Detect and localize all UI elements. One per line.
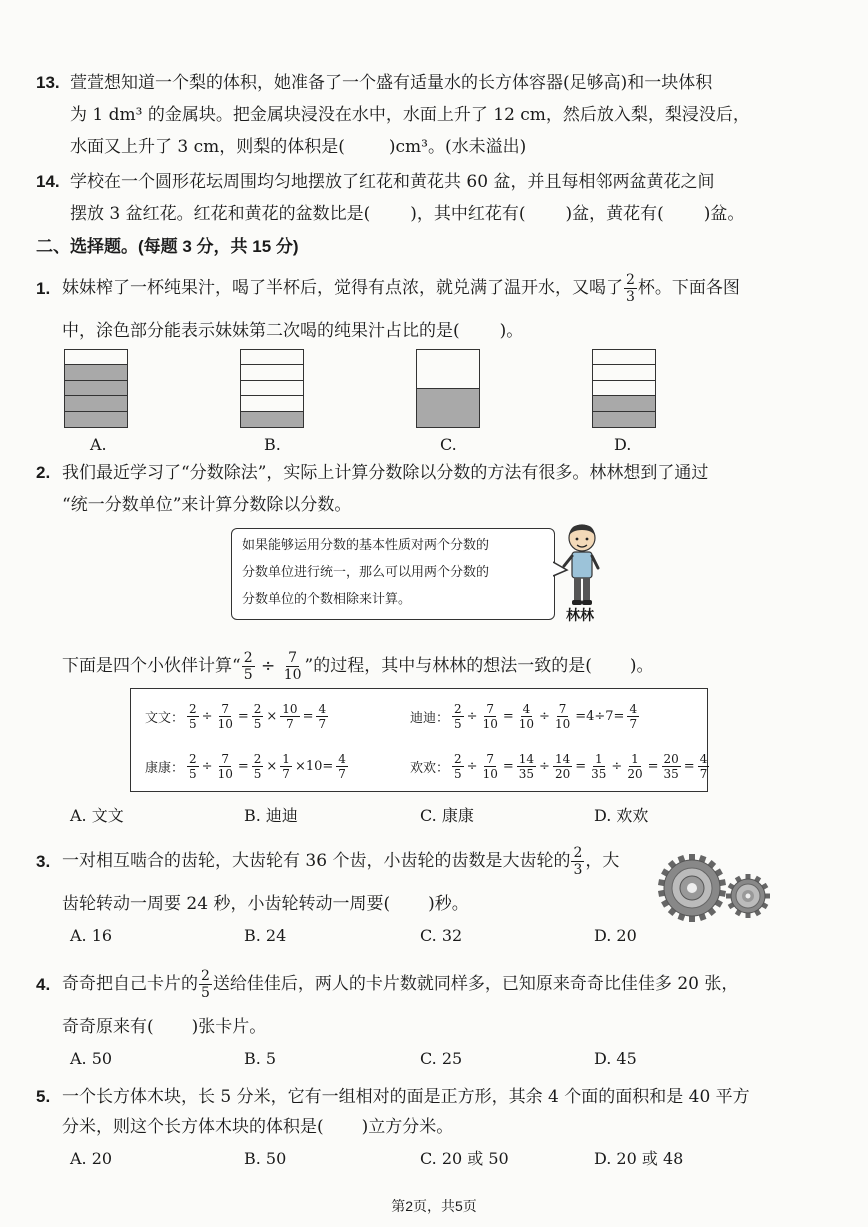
choice-3-option-a[interactable]: A. 16 — [70, 926, 113, 945]
bar-segment — [241, 396, 303, 411]
question-13-line-1: 萱萱想知道一个梨的体积，她准备了一个盛有适量水的长方体容器(足够高)和一块体积 — [70, 73, 713, 93]
choice-4-option-d[interactable]: D. 45 — [594, 1049, 637, 1068]
choice-1-text-d: )。 — [499, 321, 524, 341]
choice-2-number: 2. — [36, 463, 51, 482]
bar-segment — [241, 365, 303, 380]
bar-segment — [65, 350, 127, 365]
choice-2-text-c: )。 — [629, 656, 654, 676]
bar-segment-shaded — [593, 412, 655, 427]
speech-bubble — [231, 528, 555, 620]
huanhuan-label: 欢欢： — [410, 760, 450, 776]
bar-segment — [593, 350, 655, 365]
kangkang-label: 康康： — [145, 760, 185, 776]
question-14-text-b: )，其中红花有( — [410, 204, 526, 224]
choice-4-option-a[interactable]: A. 50 — [70, 1049, 113, 1068]
section-title: 二、选择题。(每题 3 分，共 15 分) — [36, 237, 299, 256]
choice-2-text-a: 下面是四个小伙伴计算“ — [62, 656, 241, 676]
fraction-two-thirds: $\frac{2}{3}$ — [573, 845, 583, 878]
choice-3-text-a: 一对相互啮合的齿轮，大齿轮有 36 个齿，小齿轮的齿数是大齿轮的 — [62, 851, 571, 871]
choice-1-line-2 — [62, 320, 523, 342]
choice-2-option-d[interactable]: D. 欢欢 — [594, 806, 649, 825]
choice-2-line-3 — [62, 644, 653, 688]
choice-3-option-d[interactable]: D. 20 — [594, 926, 637, 945]
bar-segment-shaded — [65, 365, 127, 380]
kangkang-calculation: 康康： $\frac{2}{5}$ ÷ $\frac{7}{10}$ = $\frac{2}{5}$ × $\frac{1}{7}$ ×10= $\frac{4}{7}$ — [145, 751, 346, 781]
option-b-label[interactable]: B. — [264, 435, 281, 454]
choice-4-text-b: 送给佳佳后，两人的卡片数就同样多，已知原来奇奇比佳佳多 20 张， — [212, 974, 739, 994]
choice-4-line-1 — [62, 963, 738, 1005]
bar-segment — [241, 350, 303, 365]
choice-5-text-b: )立方分米。 — [361, 1117, 454, 1137]
character-name: 林林 — [566, 607, 594, 623]
bar-half — [417, 350, 479, 389]
fraction-two-thirds: $\frac{2}{3}$ — [626, 272, 635, 305]
choice-2-option-b[interactable]: B. 迪迪 — [244, 806, 298, 825]
choice-3-option-b[interactable]: B. 24 — [244, 926, 287, 945]
choice-2-line-1: 我们最近学习了“分数除法”，实际上计算分数除以分数的方法有很多。林林想到了通过 — [62, 463, 709, 483]
question-14-text-c: )盆，黄花有( — [565, 204, 664, 224]
choice-3-text-c: 齿轮转动一周要 24 秒，小齿轮转动一周要( — [62, 894, 391, 914]
question-13-text-a: 水面又上升了 3 cm，则梨的体积是( — [70, 137, 345, 157]
speech-line-1: 如果能够运用分数的基本性质对两个分数的 — [242, 538, 490, 553]
question-13-text-b: )cm³。(水未溢出) — [388, 137, 527, 157]
divide-sign: ÷ — [255, 656, 281, 676]
option-c-label[interactable]: C. — [440, 435, 457, 454]
choice-1-text-c: 中，涂色部分能表示妹妹第二次喝的纯果汁占比的是( — [62, 321, 460, 341]
didi-calculation: 迪迪： $\frac{2}{5}$ ÷ $\frac{7}{10}$ = $\frac{4}{10}$ ÷ $\frac{7}{10}$ =4÷7= $\frac{4}{7}$ — [410, 701, 638, 731]
question-13-line-2: 为 1 dm³ 的金属块。把金属块浸没在水中，水面上升了 12 cm，然后放入梨，梨浸没后， — [70, 105, 750, 125]
choice-5-option-b[interactable]: B. 50 — [244, 1149, 287, 1168]
option-d-label[interactable]: D. — [614, 435, 632, 454]
question-14-number: 14. — [36, 172, 60, 191]
choice-1-line-1 — [62, 268, 740, 308]
choice-3-text-b: ，大 — [585, 851, 620, 871]
choice-4-number: 4. — [36, 975, 51, 994]
choice-5-text-a: 分米，则这个长方体木块的体积是( — [62, 1117, 324, 1137]
question-14-line-1: 学校在一个圆形花坛周围均匀地摆放了红花和黄花共 60 盆，并且每相邻两盆黄花之间 — [70, 172, 715, 192]
choice-3-line-1 — [62, 840, 619, 882]
choice-4-option-c[interactable]: C. 25 — [420, 1049, 463, 1068]
option-a-figure[interactable] — [64, 349, 128, 428]
choice-3-option-c[interactable]: C. 32 — [420, 926, 463, 945]
didi-label: 迪迪： — [410, 710, 450, 726]
bar-segment-shaded — [241, 412, 303, 427]
gears-icon — [656, 852, 776, 924]
choice-2-text-b: ”的过程，其中与林林的想法一致的是( — [304, 656, 592, 676]
bar-segment — [593, 365, 655, 380]
linlin-character-icon — [562, 522, 602, 610]
choice-1-text-b: 杯。下面各图 — [637, 278, 740, 298]
choice-4-line-2 — [62, 1016, 266, 1038]
question-13-line-3 — [70, 136, 526, 158]
option-a-label[interactable]: A. — [90, 435, 107, 454]
bar-segment-shaded — [65, 412, 127, 427]
choice-1-text-a: 妹妹榨了一杯纯果汁，喝了半杯后，觉得有点浓，就兑满了温开水，又喝了 — [62, 278, 623, 298]
wenwen-calculation: 文文： $\frac{2}{5}$ ÷ $\frac{7}{10}$ = $\frac{2}{5}$ × $\frac{10}{7}$ = $\frac{4}{7}$ — [145, 701, 327, 731]
choice-5-number: 5. — [36, 1087, 51, 1106]
option-c-figure[interactable] — [416, 349, 480, 428]
question-13-number: 13. — [36, 73, 60, 92]
choice-2-option-c[interactable]: C. 康康 — [420, 806, 474, 825]
bar-segment — [593, 381, 655, 396]
wenwen-label: 文文： — [145, 710, 185, 726]
choice-3-line-2 — [62, 893, 469, 915]
fraction-two-fifths: $\frac{2}{5}$ — [201, 968, 210, 1001]
choice-4-text-c: 奇奇原来有( — [62, 1017, 154, 1037]
option-b-figure[interactable] — [240, 349, 304, 428]
speech-line-2: 分数单位进行统一，那么可以用两个分数的 — [242, 565, 490, 580]
choice-4-text-a: 奇奇把自己卡片的 — [62, 974, 198, 994]
choice-2-option-a[interactable]: A. 文文 — [70, 806, 124, 825]
choice-5-line-1: 一个长方体木块，长 5 分米，它有一组相对的面是正方形，其余 4 个面的面积和是 40 平方 — [62, 1087, 750, 1107]
bar-segment-shaded — [65, 396, 127, 411]
choice-4-text-d: )张卡片。 — [191, 1017, 267, 1037]
question-14-text-a: 摆放 3 盆红花。红花和黄花的盆数比是( — [70, 204, 371, 224]
option-d-figure[interactable] — [592, 349, 656, 428]
question-14-line-2 — [70, 203, 744, 225]
choice-1-number: 1. — [36, 279, 51, 298]
choice-2-line-2: “统一分数单位”来计算分数除以分数。 — [62, 495, 352, 515]
speech-line-3: 分数单位的个数相除来计算。 — [242, 592, 412, 607]
huanhuan-calculation: 欢欢： $\frac{2}{5}$ ÷ $\frac{7}{10}$ = $\frac{14}{35}$ ÷ $\frac{14}{20}$ = $\frac{1}{35}$ ÷ $\frac{1}{20}$ = $\frac{20}{35}$ = $\frac{4}{7}$ — [410, 751, 708, 781]
bar-segment-shaded — [593, 396, 655, 411]
choice-4-option-b[interactable]: B. 5 — [244, 1049, 277, 1068]
choice-3-number: 3. — [36, 852, 51, 871]
choice-5-option-a[interactable]: A. 20 — [70, 1149, 113, 1168]
choice-3-text-d: )秒。 — [428, 894, 469, 914]
choice-5-option-d[interactable]: D. 20 或 48 — [594, 1149, 684, 1168]
bar-half-shaded — [417, 389, 479, 428]
fraction: $\frac{7}{10}$ — [283, 650, 302, 683]
choice-5-line-2 — [62, 1116, 453, 1138]
page-number: 第2页，共5页 — [391, 1198, 477, 1214]
bar-segment — [241, 381, 303, 396]
choice-5-option-c[interactable]: C. 20 或 50 — [420, 1149, 509, 1168]
fraction: $\frac{2}{5}$ — [243, 650, 253, 683]
question-14-text-d: )盆。 — [703, 204, 745, 224]
bar-segment-shaded — [65, 381, 127, 396]
